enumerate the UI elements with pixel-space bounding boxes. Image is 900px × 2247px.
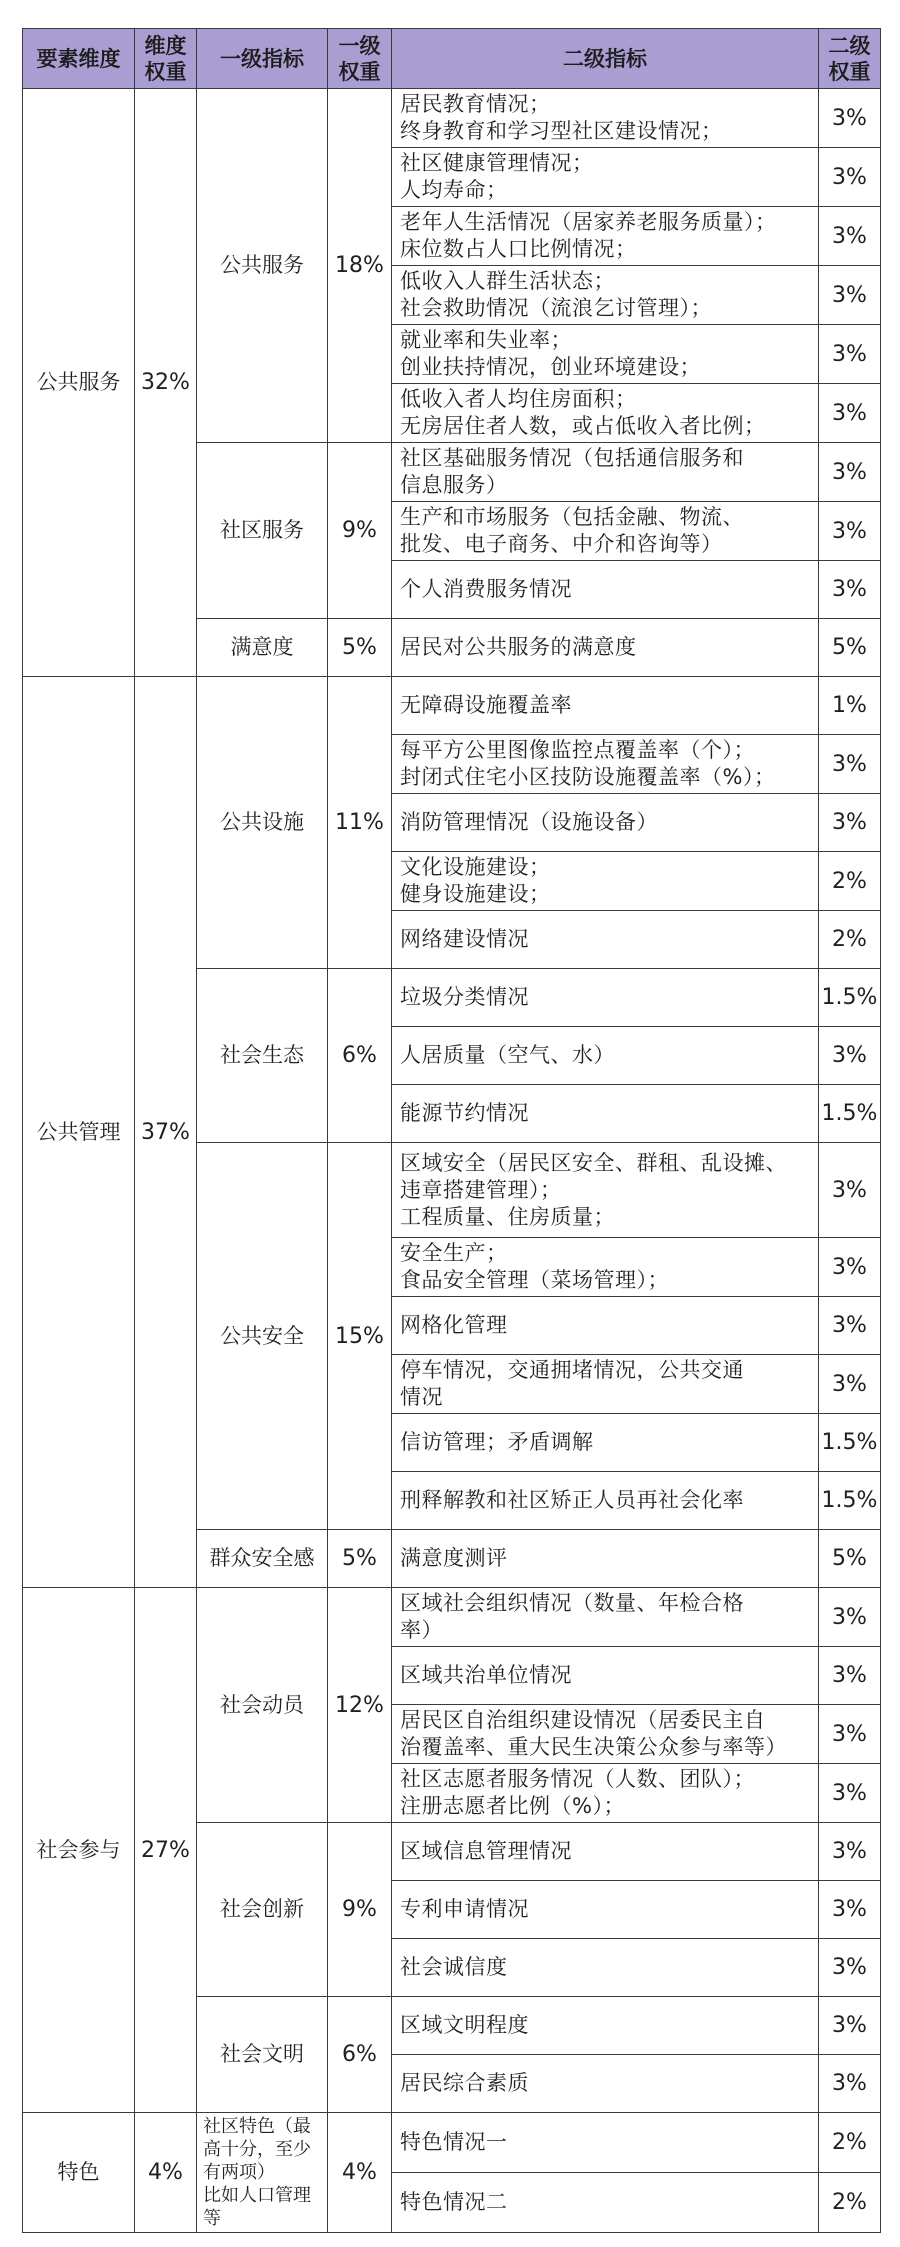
table-row (23, 1588, 881, 1647)
header-row (23, 29, 881, 89)
level2-cell (392, 1414, 819, 1472)
cell-text-line: 垃圾分类情况 (400, 985, 529, 1009)
level2-cell (392, 852, 819, 911)
level1-weight-cell: 15% (328, 1143, 392, 1530)
cell-text-line: 社区特色（最 (203, 2116, 311, 2137)
level1-cell: 满意度 (197, 619, 328, 677)
level1-cell: 公共服务 (197, 89, 328, 443)
cell-text-line: 人均寿命； (400, 178, 508, 202)
indicator-table-container (22, 28, 880, 2233)
level2-weight-cell: 1.5% (819, 1472, 881, 1530)
cell-text-line: 区域信息管理情况 (400, 1839, 572, 1863)
level2-cell (392, 1355, 819, 1414)
dimension-cell: 社会参与 (23, 1588, 135, 2113)
header-l1-weight (328, 29, 392, 89)
cell-text-line: 社区基础服务情况（包括通信服务和 (400, 446, 744, 470)
cell-text-line: 健身设施建设； (400, 882, 551, 906)
cell-text-line: 工程质量、住房质量； (400, 1204, 615, 1229)
cell-text-line: 违章搭建管理）； (400, 1177, 562, 1202)
cell-text-line: 特色情况一 (400, 2130, 508, 2154)
level2-cell (392, 1705, 819, 1764)
cell-text-line: 比如人口管理等 (203, 2185, 311, 2229)
level2-weight-cell: 1% (819, 677, 881, 735)
cell-text-line: 居民区自治组织建设情况（居委民主自 (400, 1708, 766, 1732)
cell-text-line: 社会诚信度 (400, 1955, 508, 1979)
table-row (23, 677, 881, 735)
cell-text-line: 高十分，至少 (203, 2139, 311, 2160)
level2-weight-cell: 3% (819, 89, 881, 148)
level1-weight-cell: 6% (328, 969, 392, 1143)
cell-text-line: 封闭式住宅小区技防设施覆盖率（%）； (400, 765, 776, 789)
level2-weight-cell: 3% (819, 1027, 881, 1085)
level2-weight-cell: 3% (819, 1705, 881, 1764)
cell-text-line: 刑释解教和社区矫正人员再社会化率 (400, 1488, 744, 1512)
header-level2: 二级指标 (392, 29, 819, 89)
level2-cell (392, 677, 819, 735)
level2-weight-cell: 3% (819, 1355, 881, 1414)
cell-text-line: 特色情况二 (400, 2190, 508, 2214)
level2-cell (392, 1939, 819, 1997)
level2-weight-cell: 3% (819, 794, 881, 852)
level2-cell (392, 1297, 819, 1355)
level2-cell (392, 1881, 819, 1939)
cell-text-line: 无房居住者人数，或占低收入者比例； (400, 414, 766, 438)
header-dim-weight (135, 29, 197, 89)
level1-weight-cell: 18% (328, 89, 392, 443)
header-l1-weight-text: 一级权重 (338, 33, 381, 84)
dimension-weight-cell: 37% (135, 677, 197, 1588)
header-dim-weight-text: 维度权重 (144, 33, 187, 84)
level1-weight-cell: 5% (328, 1530, 392, 1588)
level1-cell: 社会创新 (197, 1823, 328, 1997)
level2-weight-cell: 1.5% (819, 1085, 881, 1143)
cell-text-line: 居民综合素质 (400, 2071, 529, 2095)
level2-weight-cell: 3% (819, 502, 881, 561)
header-dimension: 要素维度 (23, 29, 135, 89)
level1-weight-cell: 4% (328, 2113, 392, 2233)
cell-text-line: 社会救助情况（流浪乞讨管理）； (400, 296, 712, 320)
cell-text-line: 情况 (400, 1385, 443, 1409)
level2-cell (392, 502, 819, 561)
level2-cell (392, 969, 819, 1027)
dimension-cell: 公共服务 (23, 89, 135, 677)
cell-text-line: 安全生产； (400, 1241, 508, 1265)
level1-cell: 群众安全感 (197, 1530, 328, 1588)
level2-cell (392, 1588, 819, 1647)
level2-cell (392, 1530, 819, 1588)
cell-text-line: 满意度测评 (400, 1546, 508, 1570)
level2-weight-cell: 2% (819, 2173, 881, 2233)
dimension-weight-cell: 27% (135, 1588, 197, 2113)
level2-weight-cell: 3% (819, 1939, 881, 1997)
dimension-cell: 公共管理 (23, 677, 135, 1588)
cell-text-line: 低收入人群生活状态； (400, 269, 615, 293)
cell-text-line: 生产和市场服务（包括金融、物流、 (400, 505, 744, 529)
level2-cell (392, 1647, 819, 1705)
level2-cell (392, 794, 819, 852)
cell-text-line: 老年人生活情况（居家养老服务质量）； (400, 210, 777, 234)
level1-cell: 社会动员 (197, 1588, 328, 1823)
table-body (23, 89, 881, 2233)
cell-text-line: 低收入者人均住房面积； (400, 387, 637, 411)
level2-cell (392, 325, 819, 384)
dimension-weight-cell: 4% (135, 2113, 197, 2233)
cell-text-line: 每平方公里图像监控点覆盖率（个）； (400, 738, 755, 762)
level1-weight-cell: 6% (328, 1997, 392, 2113)
level2-cell (392, 561, 819, 619)
level1-weight-cell: 9% (328, 443, 392, 619)
level2-cell (392, 266, 819, 325)
cell-text-line: 食品安全管理（菜场管理）； (400, 1268, 669, 1292)
cell-text-line: 消防管理情况（设施设备） (400, 810, 658, 834)
cell-text-line: 社区健康管理情况； (400, 151, 594, 175)
level1-weight-cell: 12% (328, 1588, 392, 1823)
table-row (23, 89, 881, 148)
level2-weight-cell: 3% (819, 561, 881, 619)
level2-weight-cell: 3% (819, 2055, 881, 2113)
cell-text-line: 文化设施建设； (400, 855, 551, 879)
level2-weight-cell: 5% (819, 1530, 881, 1588)
cell-text-line: 个人消费服务情况 (400, 577, 572, 601)
cell-text-line: 网格化管理 (400, 1313, 508, 1337)
level2-cell (392, 1764, 819, 1823)
cell-text-line: 终身教育和学习型社区建设情况； (400, 119, 723, 143)
level2-weight-cell: 3% (819, 1297, 881, 1355)
level2-weight-cell: 3% (819, 1143, 881, 1238)
level2-weight-cell: 3% (819, 1764, 881, 1823)
level2-cell (392, 735, 819, 794)
level2-weight-cell: 3% (819, 266, 881, 325)
level2-cell (392, 1085, 819, 1143)
cell-text-line: 信息服务） (400, 473, 508, 497)
level1-cell: 社会生态 (197, 969, 328, 1143)
level2-weight-cell: 3% (819, 1238, 881, 1297)
level2-weight-cell: 1.5% (819, 1414, 881, 1472)
level2-weight-cell: 3% (819, 735, 881, 794)
level2-cell (392, 2173, 819, 2233)
level2-weight-cell: 3% (819, 325, 881, 384)
indicator-table (22, 28, 881, 2233)
level2-cell (392, 1472, 819, 1530)
cell-text-line: 区域共治单位情况 (400, 1663, 572, 1687)
header-level1: 一级指标 (197, 29, 328, 89)
cell-text-line: 区域社会组织情况（数量、年检合格 (400, 1591, 744, 1615)
level2-weight-cell: 5% (819, 619, 881, 677)
cell-text-line: 居民对公共服务的满意度 (400, 635, 637, 659)
level1-weight-cell: 9% (328, 1823, 392, 1997)
level2-cell (392, 1143, 819, 1238)
cell-text-line: 人居质量（空气、水） (400, 1043, 615, 1067)
level2-cell (392, 384, 819, 443)
cell-text-line: 批发、电子商务、中介和咨询等） (400, 532, 723, 556)
dimension-cell: 特色 (23, 2113, 135, 2233)
header-l2-weight (819, 29, 881, 89)
level2-weight-cell: 2% (819, 2113, 881, 2173)
level1-cell: 公共安全 (197, 1143, 328, 1530)
header-l2-weight-text: 二级权重 (828, 33, 871, 84)
level2-cell (392, 1238, 819, 1297)
level1-cell: 社区服务 (197, 443, 328, 619)
level2-weight-cell: 3% (819, 1881, 881, 1939)
cell-text-line: 区域文明程度 (400, 2013, 529, 2037)
level2-weight-cell: 2% (819, 852, 881, 911)
level2-cell (392, 2055, 819, 2113)
cell-text-line: 率） (400, 1618, 443, 1642)
cell-text-line: 治覆盖率、重大民生决策公众参与率等） (400, 1735, 787, 1759)
level2-cell (392, 89, 819, 148)
level2-cell (392, 619, 819, 677)
level2-weight-cell: 3% (819, 384, 881, 443)
cell-text-line: 床位数占人口比例情况； (400, 237, 637, 261)
level1-cell: 公共设施 (197, 677, 328, 969)
cell-text-line: 居民教育情况； (400, 92, 551, 116)
level2-weight-cell: 3% (819, 1588, 881, 1647)
level2-weight-cell: 3% (819, 148, 881, 207)
cell-text-line: 有两项） (203, 2162, 275, 2183)
level2-weight-cell: 3% (819, 443, 881, 502)
level2-cell (392, 443, 819, 502)
level2-cell (392, 1823, 819, 1881)
cell-text-line: 社区志愿者服务情况（人数、团队）； (400, 1767, 755, 1791)
cell-text-line: 注册志愿者比例（%）； (400, 1794, 625, 1818)
cell-text-line: 网络建设情况 (400, 927, 529, 951)
level2-weight-cell: 3% (819, 1647, 881, 1705)
cell-text-line: 停车情况，交通拥堵情况，公共交通 (400, 1358, 744, 1382)
cell-text-line: 就业率和失业率； (400, 328, 572, 352)
level2-weight-cell: 2% (819, 911, 881, 969)
level2-weight-cell: 1.5% (819, 969, 881, 1027)
cell-text-line: 能源节约情况 (400, 1101, 529, 1125)
dimension-weight-cell: 32% (135, 89, 197, 677)
level1-cell (197, 2113, 328, 2233)
cell-text-line: 区域安全（居民区安全、群租、乱设摊、 (400, 1150, 787, 1175)
level2-weight-cell: 3% (819, 1997, 881, 2055)
level2-weight-cell: 3% (819, 1823, 881, 1881)
level2-cell (392, 1997, 819, 2055)
level1-cell: 社会文明 (197, 1997, 328, 2113)
table-row (23, 2113, 881, 2173)
level2-cell (392, 911, 819, 969)
level2-cell (392, 2113, 819, 2173)
level1-weight-cell: 11% (328, 677, 392, 969)
level2-weight-cell: 3% (819, 207, 881, 266)
level2-cell (392, 207, 819, 266)
cell-text-line: 信访管理；矛盾调解 (400, 1430, 594, 1454)
cell-text-line: 无障碍设施覆盖率 (400, 693, 572, 717)
level2-cell (392, 148, 819, 207)
cell-text-line: 专利申请情况 (400, 1897, 529, 1921)
level2-cell (392, 1027, 819, 1085)
cell-text-line: 创业扶持情况，创业环境建设； (400, 355, 701, 379)
level1-weight-cell: 5% (328, 619, 392, 677)
